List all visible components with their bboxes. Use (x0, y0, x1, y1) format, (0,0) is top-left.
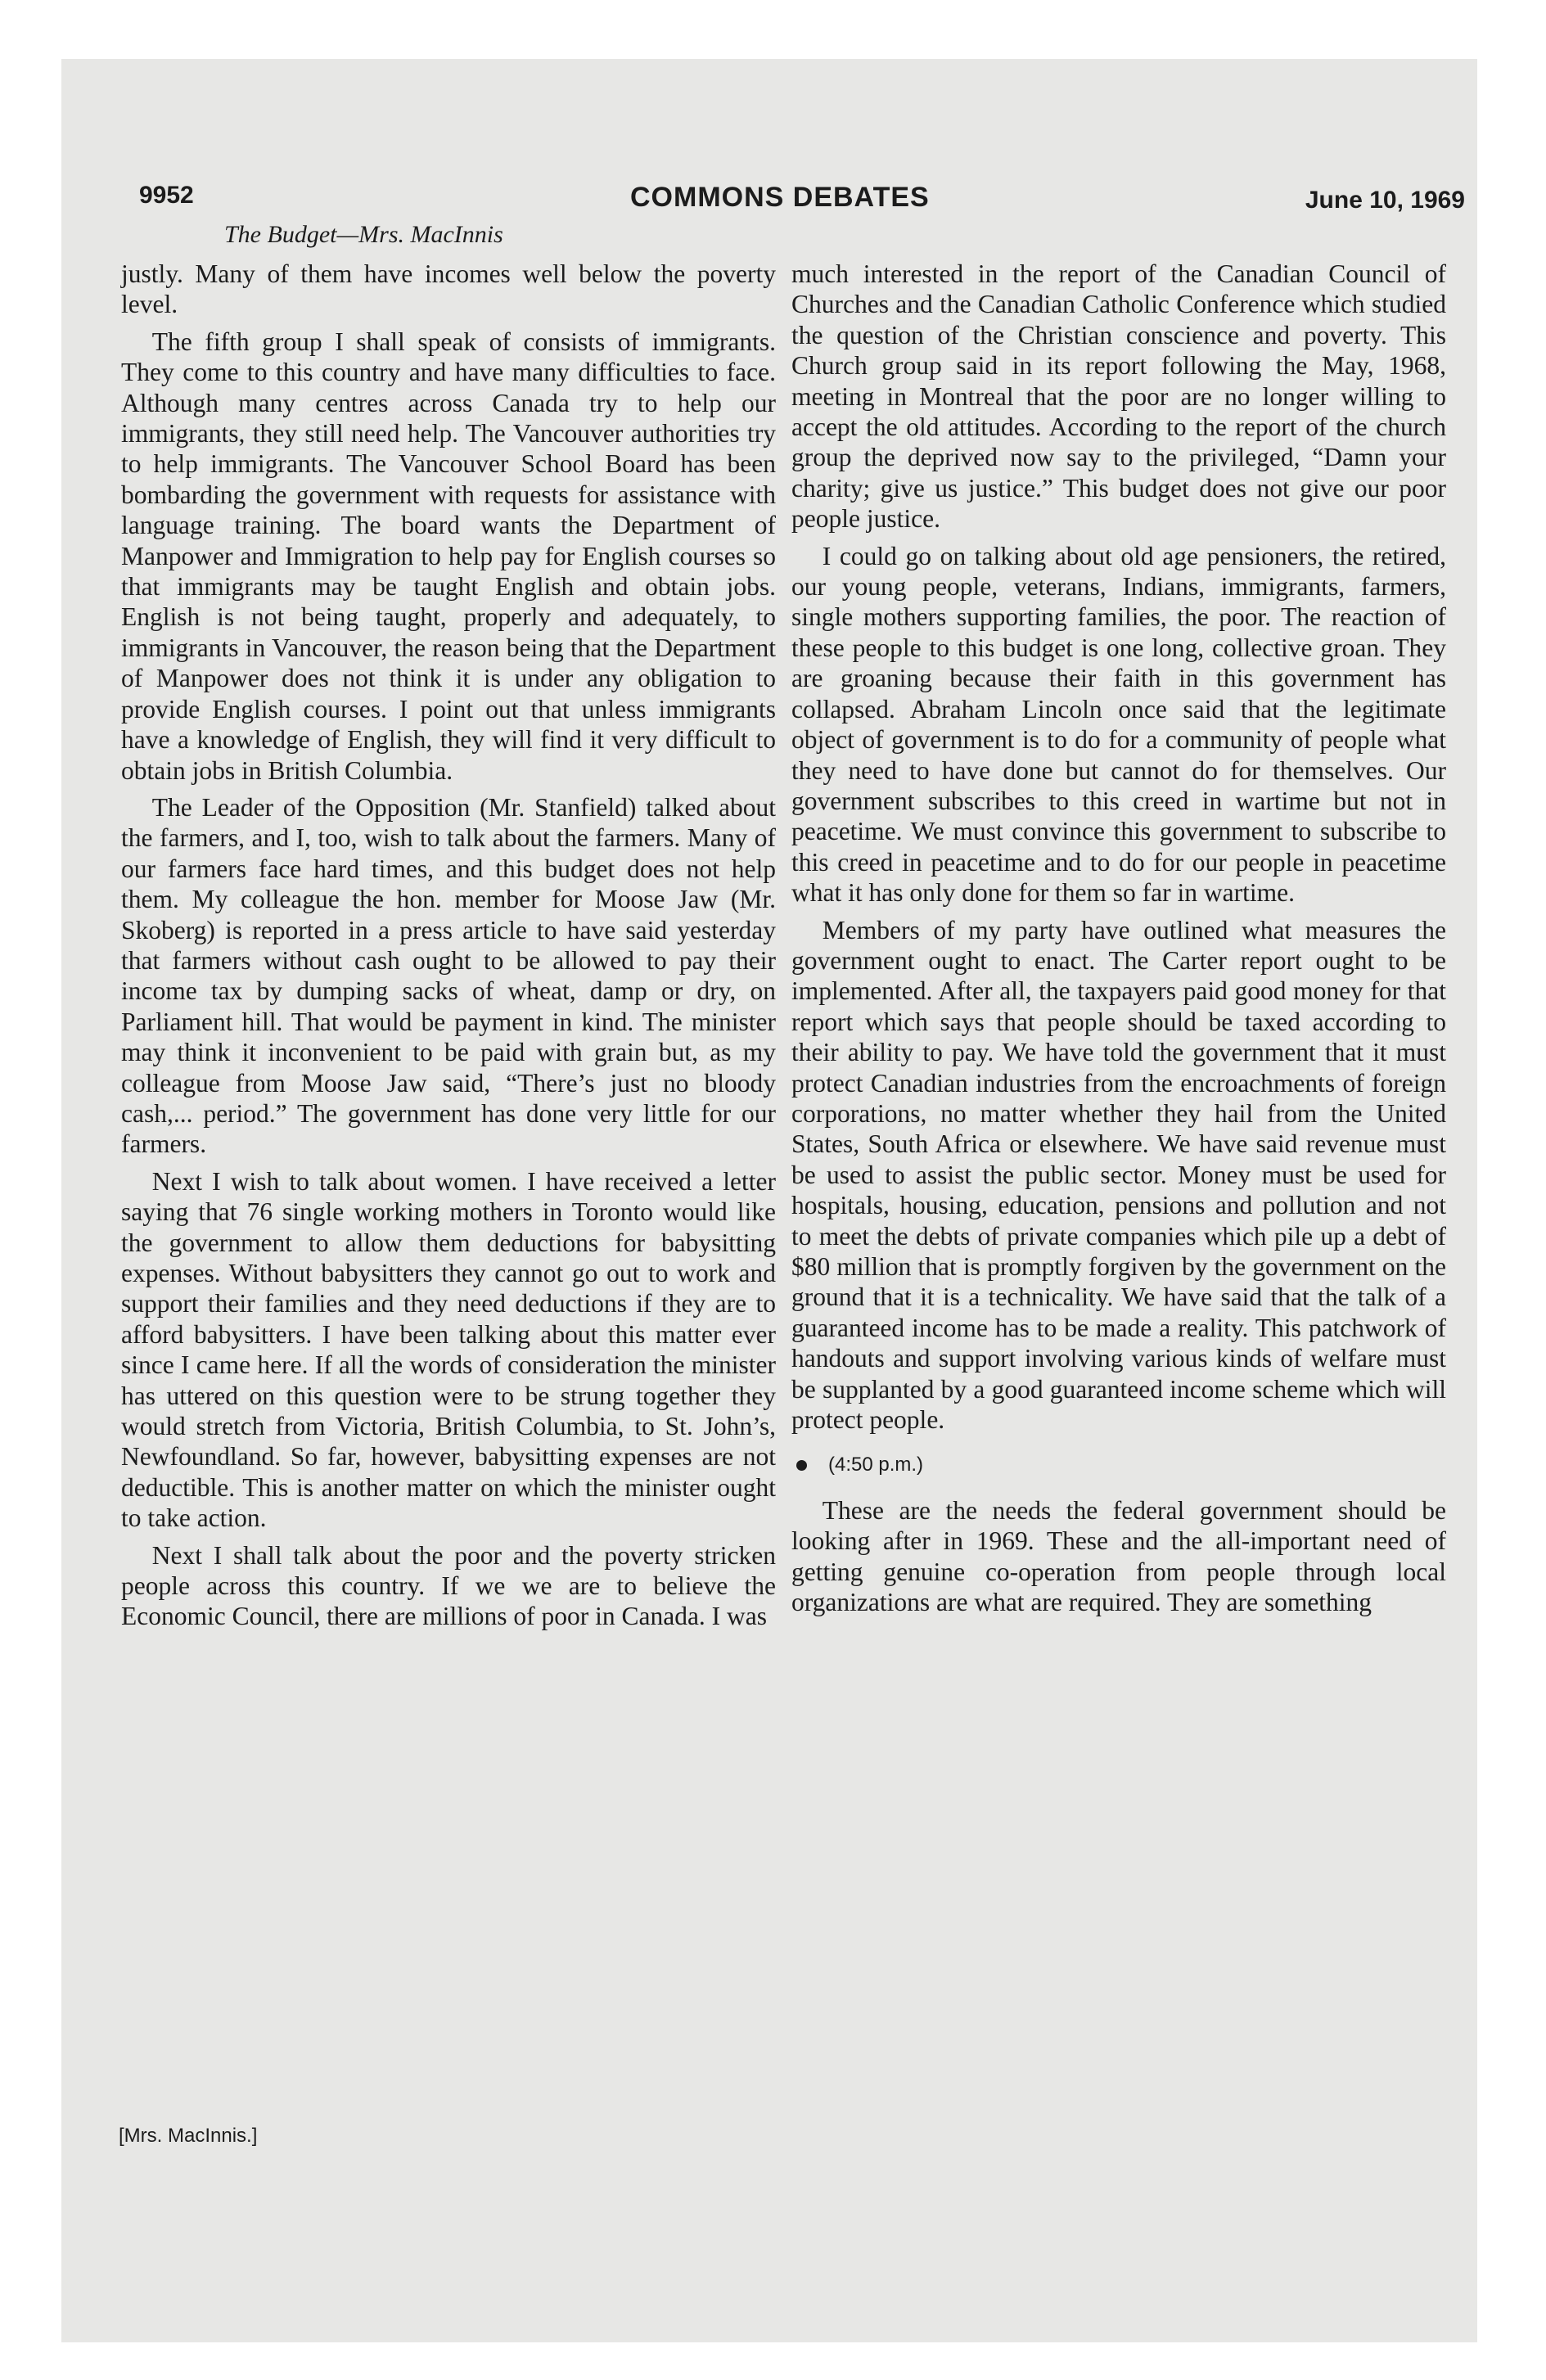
timestamp (791, 1449, 1446, 1480)
paragraph: I could go on talking about old age pensioners, the retired, our young people, veterans, Indians, immigrants, farmers, single mothers supporting families, the poor. The reaction of these people to this budget is one long, collective groan. They are groaning because their faith in this government has collapsed. Abraham Lincoln once said that the legitimate object of government is to do for a community of people what they need to have done but cannot do for themselves. Our government subscribes to this creed in wartime but not in peacetime. We must convince this government to subscribe to this creed in peacetime and to do for our people in peacetime what it has only done for them so far in wartime. (791, 541, 1446, 908)
page-number: 9952 (139, 182, 194, 209)
paragraph: Members of my party have outlined what measures the government ought to enact. The Carter report ought to be implemented. After all, the taxpayers paid good money for that report which says that people should be taxed according to their ability to pay. We have told the government that it must protect Canadian industries from the encroachments of foreign corporations, no matter whether they hail from the United States, South Africa or elsewhere. We have said revenue must be used to assist the public sector. Money must be used for hospitals, housing, education, pensions and pollution and not to meet the debts of private companies which pile up a debt of $80 million that is promptly forgiven by the government on the ground that it is a technicality. We have said that the talk of a guaranteed income has to be made a reality. This patchwork of handouts and support involving various kinds of welfare must be supplanted by a good guaranteed income scheme which will protect people. (791, 915, 1446, 1435)
right-column (791, 259, 1446, 1624)
paragraph: The fifth group I shall speak of consists of immigrants. They come to this country and have many difficulties to face. Although many centres across Canada try to help our immigrants, they still need help. The Vancouver authorities try to help immigrants. The Vancouver School Board has been bombarding the government with requests for assistance with language training. The board wants the Department of Manpower and Immigration to help pay for English courses so that immigrants may be taught English and obtain jobs. English is not being taught, properly and adequately, to immigrants in Vancouver, the reason being that the Department of Manpower does not think it is under any obligation to provide English courses. I point out that unless immigrants have a knowledge of English, they will find it very difficult to obtain jobs in British Columbia. (121, 327, 776, 785)
running-head: The Budget—Mrs. MacInnis (224, 221, 503, 248)
bullet-icon (796, 1460, 807, 1471)
paragraph: These are the needs the federal government should be looking after in 1969. These and the all-important need of getting genuine co-operation from people through local organizations are what are required. They are something (791, 1495, 1446, 1617)
left-column (121, 259, 776, 1639)
paragraph: justly. Many of them have incomes well below the poverty level. (121, 259, 776, 319)
journal-title: COMMONS DEBATES (630, 182, 930, 213)
paragraph: much interested in the report of the Canadian Council of Churches and the Canadian Catholic Conference which studied the question of the Christian conscience and poverty. This Church group said in its report following the May, 1968, meeting in Montreal that the poor are no longer willing to accept the old attitudes. According to the report of the church group the deprived now say to the privileged, “Damn your charity; give us justice.” This budget does not give our poor people justice. (791, 259, 1446, 534)
paragraph: The Leader of the Opposition (Mr. Stanfield) talked about the farmers, and I, too, wish to talk about the farmers. Many of our farmers face hard times, and this budget does not help them. My colleague the hon. member for Moose Jaw (Mr. Skoberg) is reported in a press article to have said yesterday that farmers without cash ought to be allowed to pay their income tax by dumping sacks of wheat, damp or dry, on Parliament hill. That would be payment in kind. The minister may think it inconvenient to be paid with grain but, as my colleague from Moose Jaw said, “There’s just no bloody cash,... period.” The government has done very little for our farmers. (121, 792, 776, 1159)
paragraph: Next I wish to talk about women. I have received a letter saying that 76 single working mothers in Toronto would like the government to allow them deductions for babysitting expenses. Without babysitters they cannot go out to work and support their families and they need deductions if they are to afford babysitters. I have been talking about this matter ever since I came here. If all the words of consideration the minister has uttered on this question were to be strung together they would stretch from Victoria, British Columbia, to St. John’s, Newfoundland. So far, however, babysitting expenses are not deductible. This is another matter on which the minister ought to take action. (121, 1166, 776, 1533)
speaker-note: [Mrs. MacInnis.] (119, 2125, 258, 2147)
paragraph: Next I shall talk about the poor and the poverty stricken people across this country. If we we are to believe the Economic Council, there are millions of poor in Canada. I was (121, 1540, 776, 1631)
page-header (139, 182, 1465, 223)
timestamp-text: (4:50 p.m.) (828, 1454, 924, 1476)
issue-date: June 10, 1969 (1305, 187, 1465, 214)
